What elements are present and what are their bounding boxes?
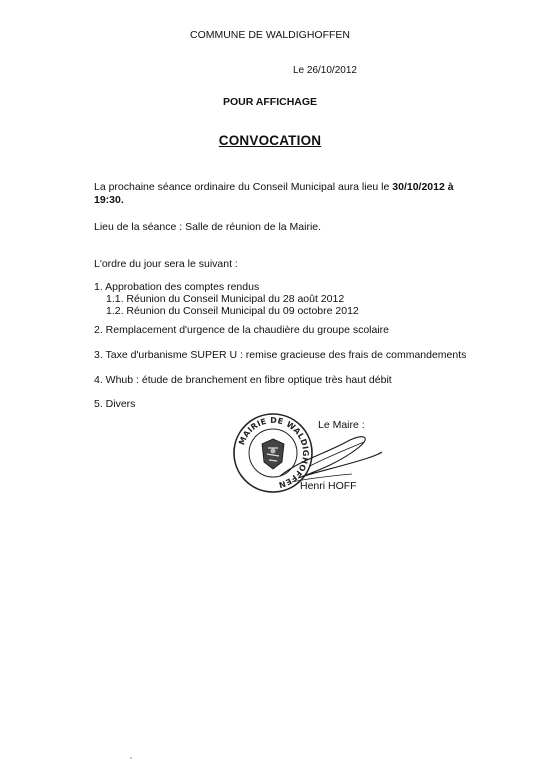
agenda-item-3: 3. Taxe d'urbanisme SUPER U : remise gracieuse des frais de commandements [94,349,467,361]
meeting-date: 30/10/2012 à [392,181,454,193]
stamp-text: MAIRIE DE WALDIGHOFFEN [237,415,311,490]
signature-name: Henri HOFF [300,480,357,492]
agenda-item-2: 2. Remplacement d'urgence de la chaudière du groupe scolaire [94,324,390,336]
meeting-location: Lieu de la séance : Salle de réunion de la Mairie. [94,221,322,233]
agenda-subitem-1-2: 1.2. Réunion du Conseil Municipal du 09 octobre 2012 [106,305,359,317]
agenda-intro: L'ordre du jour sera le suivant : [94,258,238,270]
agenda-item-1: 1. Approbation des comptes rendus [94,281,260,293]
document-date: Le 26/10/2012 [293,65,357,76]
commune-header: COMMUNE DE WALDIGHOFFEN [189,29,351,41]
agenda-item-4: 4. Whub : étude de branchement en fibre optique très haut débit [94,374,392,386]
scan-artifact [130,757,132,759]
signature-title: Le Maire : [318,419,365,431]
agenda-item-5: 5. Divers [94,398,136,410]
page-title: CONVOCATION [218,133,322,148]
intro-paragraph [94,181,454,194]
intro-text: La prochaine séance ordinaire du Conseil Municipal aura lieu le [94,181,393,193]
agenda-subitem-1-1: 1.1. Réunion du Conseil Municipal du 28 août 2012 [106,293,345,305]
meeting-time: 19:30. [94,194,124,206]
affichage-label: POUR AFFICHAGE [222,96,318,108]
